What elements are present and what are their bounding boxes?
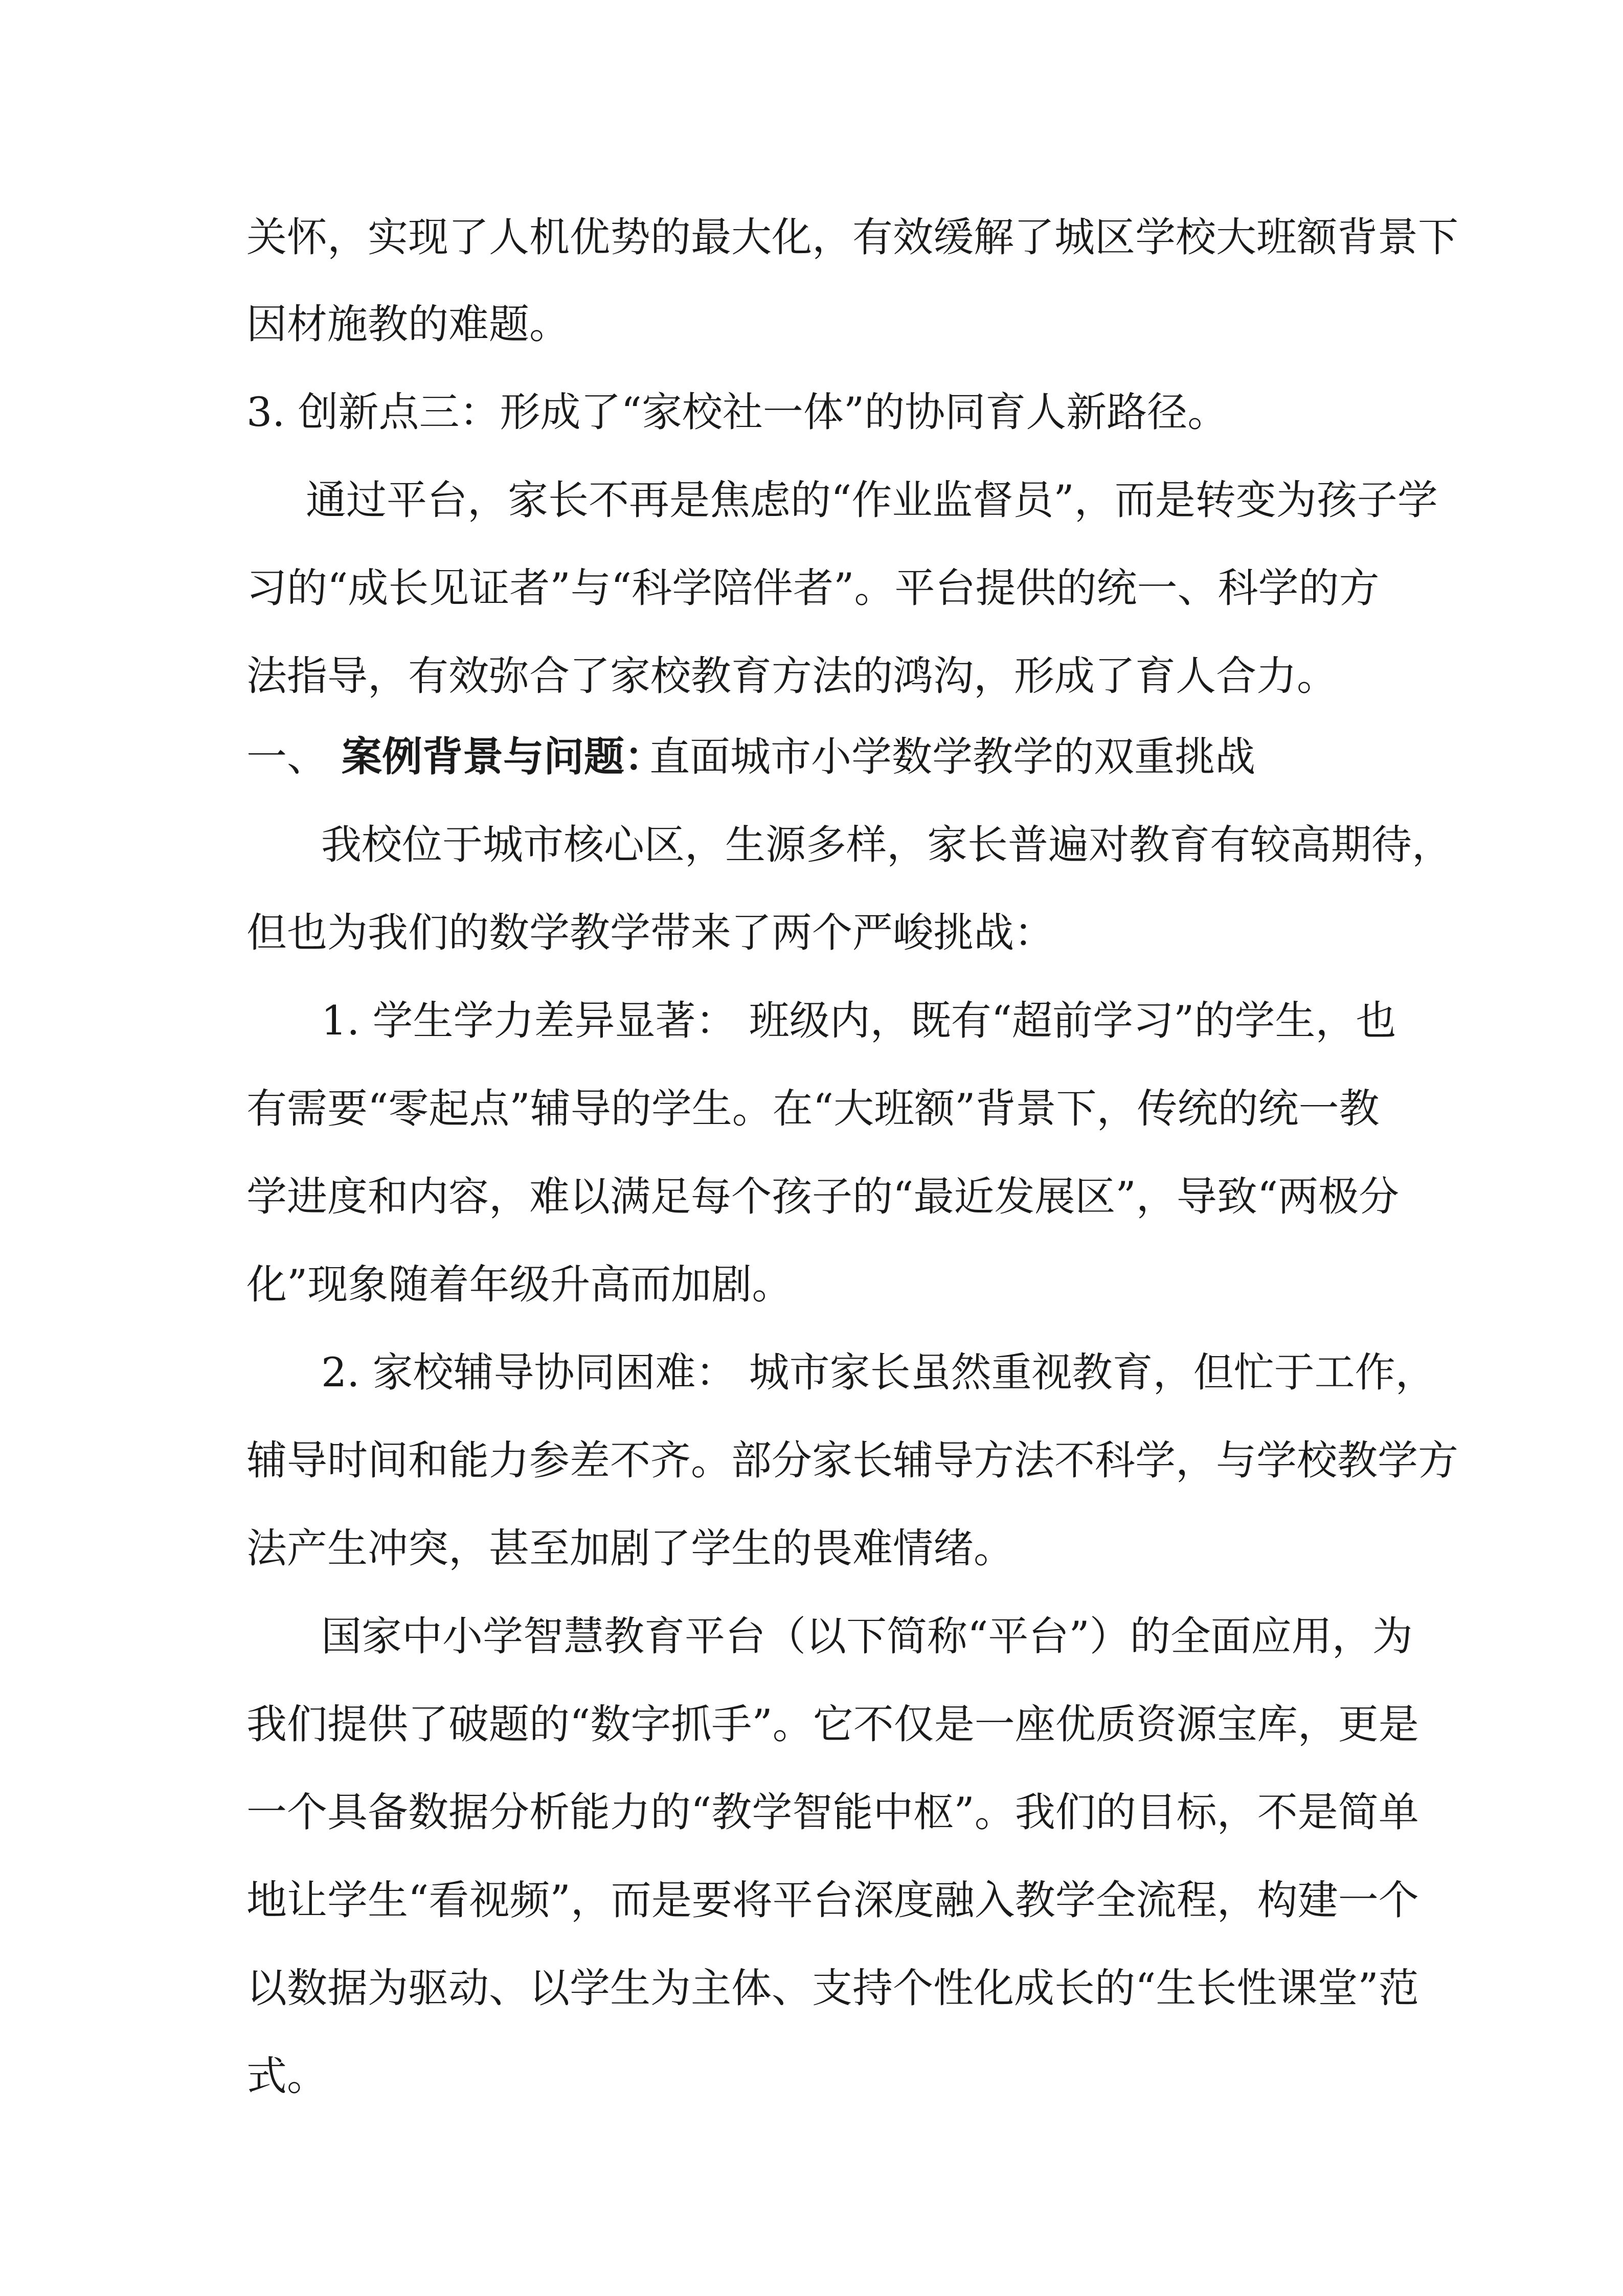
- paragraph-line: 因材施教的难题。: [246, 301, 570, 348]
- paragraph-line: 一个具备数据分析能力的“教学智能中枢”。我们的目标，不是简单: [246, 1789, 1419, 1836]
- paragraph-line: 我校位于城市核心区，生源多样，家长普遍对教育有较高期待，: [321, 821, 1452, 868]
- list-item-heading: 3. 创新点三：形成了“家校社一体”的协同育人新路径。: [246, 389, 1228, 436]
- paragraph-line: 式。: [246, 2053, 327, 2100]
- paragraph-line: 习的“成长见证者”与“科学陪伴者”。平台提供的统一、科学的方: [246, 565, 1380, 612]
- paragraph-line: 以数据为驱动、以学生为主体、支持个性化成长的“生长性课堂”范: [246, 1965, 1419, 2012]
- paragraph-line: 我们提供了破题的“数字抓手”。它不仅是一座优质资源宝库，更是: [246, 1701, 1419, 1748]
- list-item: 1. 学生学力差异显著： 班级内，既有“超前学习”的学生，也: [321, 997, 1396, 1044]
- paragraph-line: 辅导时间和能力参差不齐。部分家长辅导方法不科学，与学校教学方: [246, 1437, 1458, 1484]
- paragraph-line: 国家中小学智慧教育平台（以下简称“平台”）的全面应用，为: [321, 1613, 1413, 1660]
- paragraph-line: 关怀，实现了人机优势的最大化，有效缓解了城区学校大班额背景下: [246, 214, 1458, 261]
- paragraph-line: 学进度和内容，难以满足每个孩子的“最近发展区”，导致“两极分: [246, 1173, 1400, 1220]
- paragraph-line: 法产生冲突，甚至加剧了学生的畏难情绪。: [246, 1525, 1014, 1572]
- section-heading: 案例背景与问题：: [342, 733, 665, 780]
- paragraph-line: 法指导，有效弥合了家校教育方法的鸿沟，形成了育人合力。: [246, 652, 1337, 700]
- paragraph-line: 化”现象随着年级升高而加剧。: [246, 1261, 793, 1308]
- list-item: 2. 家校辅导协同困难： 城市家长虽然重视教育，但忙于工作，: [321, 1349, 1436, 1396]
- section-number: 一、: [246, 733, 327, 780]
- paragraph-line: 有需要“零起点”辅导的学生。在“大班额”背景下，传统的统一教: [246, 1085, 1380, 1132]
- section-subtitle: 直面城市小学数学教学的双重挑战: [649, 733, 1255, 780]
- paragraph-line: 地让学生“看视频”，而是要将平台深度融入教学全流程，构建一个: [246, 1877, 1419, 1924]
- paragraph-line: 通过平台，家长不再是焦虑的“作业监督员”，而是转变为孩子学: [306, 477, 1438, 524]
- paragraph-line: 但也为我们的数学教学带来了两个严峻挑战：: [246, 909, 1054, 956]
